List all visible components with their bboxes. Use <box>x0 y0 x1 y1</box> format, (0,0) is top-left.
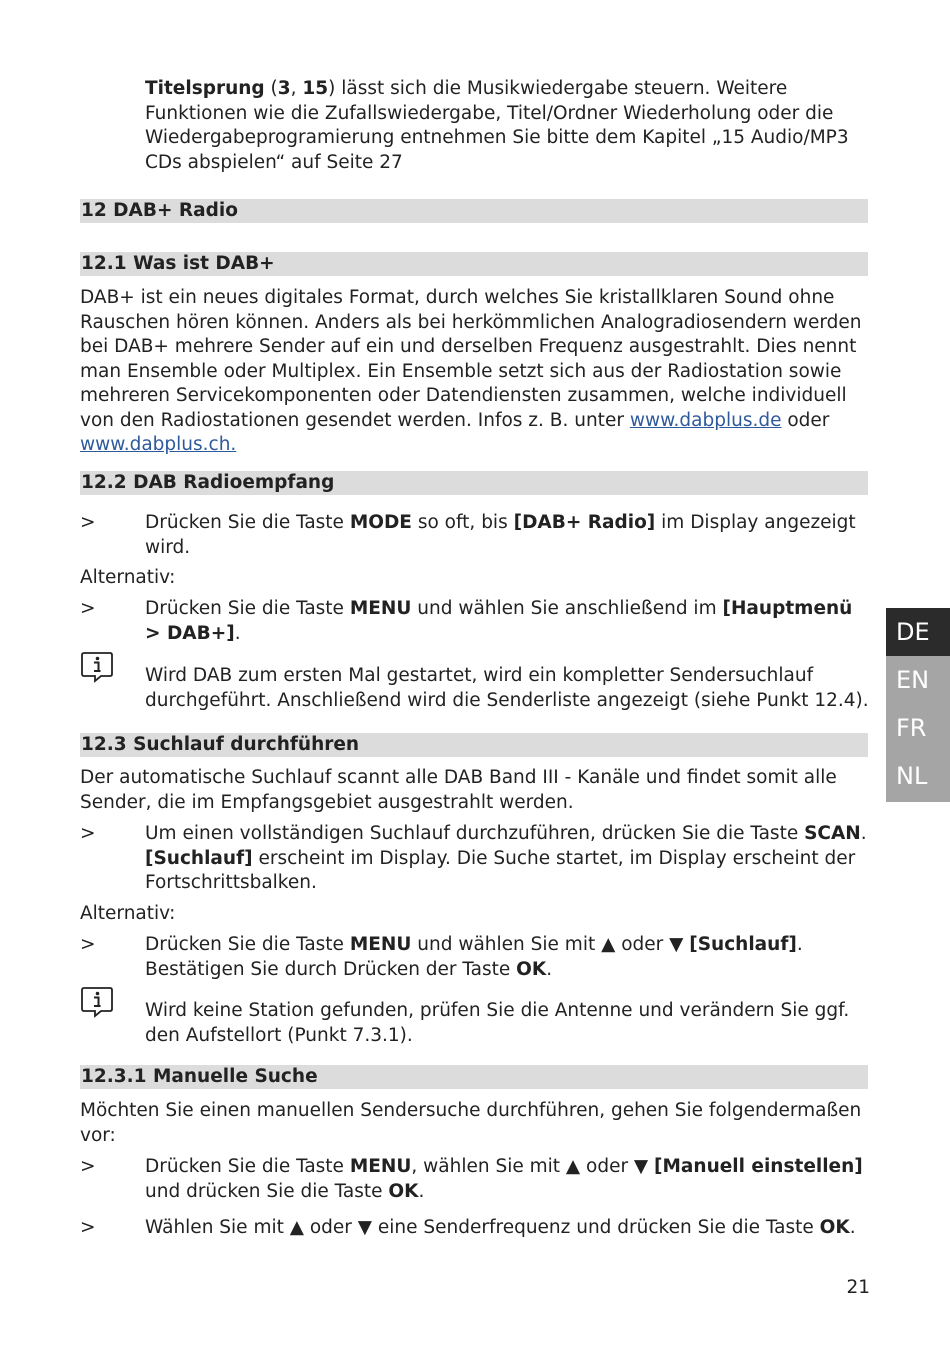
intro-text: , <box>290 78 303 99</box>
step-marker: > <box>80 598 96 619</box>
step-text: Wählen Sie mit ▲ oder ▼ eine Senderfrequenz und drücken Sie die Taste <box>145 1217 820 1238</box>
step-item <box>145 511 870 560</box>
info-note: Wird keine Station gefunden, prüfen Sie die Antenne und verändern Sie ggf. den Aufstellort (Punkt 7.3.1). <box>145 1000 850 1046</box>
step-text: Drücken Sie die Taste <box>145 598 350 619</box>
step-text: , wählen Sie mit ▲ oder ▼ <box>411 1156 655 1177</box>
language-tab-fr[interactable]: FR <box>896 714 927 742</box>
intro-bold-title: Titelsprung <box>145 78 265 99</box>
step-text: und wählen Sie mit ▲ oder ▼ <box>411 934 690 955</box>
paragraph: Möchten Sie einen manuellen Sendersuche durchführen, gehen Sie folgendermaßen vor: <box>80 1100 862 1146</box>
step-text: und wählen Sie anschließend im <box>411 598 723 619</box>
language-tab-en[interactable]: EN <box>896 666 930 694</box>
paragraph <box>80 286 870 458</box>
display-label: [Hauptmenü > DAB+] <box>145 598 853 644</box>
step-text: erscheint im Display. Die Suche startet, im Display erscheint der Fortschrittsbalken. <box>145 847 856 893</box>
display-label: [DAB+ Radio] <box>513 512 656 533</box>
step-item <box>145 597 870 646</box>
intro-paragraph <box>145 77 870 175</box>
key-label: MENU <box>349 598 412 619</box>
section-heading: 12.3.1 Manuelle Suche <box>80 1065 868 1089</box>
link-dabplus-de[interactable]: www.dabplus.de <box>629 409 782 431</box>
step-text: . Bestätigen Sie durch Drücken der Taste <box>145 934 803 980</box>
language-tab-nl[interactable]: NL <box>896 762 928 790</box>
info-note: Wird DAB zum ersten Mal gestartet, wird ein kompletter Sendersuchlauf durchgeführt. Anschließend wird die Senderliste angezeigt (siehe Punkt 12.4). <box>145 665 869 711</box>
step-text: Drücken Sie die Taste <box>145 1156 350 1177</box>
key-label: SCAN <box>804 823 861 844</box>
step-marker: > <box>80 934 96 955</box>
section-heading: 12.2 DAB Radioempfang <box>80 471 868 495</box>
paragraph-text: DAB+ ist ein neues digitales Format, durch welches Sie kristallklaren Sound ohne Rauschen hören können. Anders als bei herkömmlichen Analogradiosendern werden bei DAB+ mehrere Sender auf ein und derselben Frequenz ausgestrahlt. Dies nennt man Ensemble oder Multiplex. Ein Ensemble setzt sich aus der Radiostation sowie mehreren Servicekomponenten oder Datendiensten zusammen, welche individuell von den Radiostationen gesendet werden. Infos z. B. unter <box>80 287 862 431</box>
paragraph: Der automatische Suchlauf scannt alle DAB Band III - Kanäle und findet somit alle Sender, die im Empfangsgebiet ausgestrahlt werden. <box>80 767 837 813</box>
step-text: und drücken Sie die Taste <box>145 1180 389 1202</box>
key-label: OK <box>819 1217 850 1238</box>
info-icon <box>80 985 114 1019</box>
key-label: MODE <box>349 512 412 533</box>
step-text: Drücken Sie die Taste <box>145 512 350 533</box>
step-item <box>145 1155 870 1204</box>
step-marker: > <box>80 512 96 533</box>
key-label: OK <box>516 958 547 980</box>
step-text: . <box>849 1217 856 1238</box>
alternative-label: Alternativ: <box>80 903 176 924</box>
alternative-label: Alternativ: <box>80 567 176 588</box>
info-icon <box>80 650 114 684</box>
key-label: OK <box>388 1180 419 1202</box>
step-text: . <box>418 1180 425 1202</box>
display-label: [Manuell einstellen] <box>654 1156 863 1177</box>
intro-text: ( <box>264 78 278 99</box>
section-heading: 12 DAB+ Radio <box>80 199 868 223</box>
step-text: . <box>546 958 553 980</box>
language-tab-de[interactable]: DE <box>886 608 950 656</box>
intro-num: 3 <box>277 78 291 99</box>
key-label: MENU <box>349 934 412 955</box>
step-marker: > <box>80 1217 96 1238</box>
step-item <box>145 933 870 982</box>
intro-num: 15 <box>302 78 329 99</box>
step-text: . <box>234 622 241 644</box>
key-label: MENU <box>349 1156 412 1177</box>
step-item <box>145 1216 870 1241</box>
step-text: Um einen vollständigen Suchlauf durchzuführen, drücken Sie die Taste <box>145 823 805 844</box>
display-label: [Suchlauf] <box>689 934 797 955</box>
step-marker: > <box>80 823 96 844</box>
section-heading: 12.1 Was ist DAB+ <box>80 252 868 276</box>
display-label: [Suchlauf] <box>145 847 253 869</box>
intro-text: ) lässt sich die Musikwiedergabe steuern. Weitere <box>328 78 788 99</box>
intro-text: Funktionen wie die Zufallswiedergabe, Titel/Ordner Wiederholung oder die Wiedergabeprogramierung entnehmen Sie bitte dem Kapitel „15 Audio/MP3 CDs abspielen“ auf Seite 27 <box>145 102 849 173</box>
step-item <box>145 822 870 896</box>
paragraph-text: oder <box>781 409 830 431</box>
step-text: im Display angezeigt wird. <box>145 512 856 558</box>
page-number: 21 <box>846 1277 870 1298</box>
section-heading: 12.3 Suchlauf durchführen <box>80 733 868 757</box>
step-text: . <box>860 823 867 844</box>
step-text: Drücken Sie die Taste <box>145 934 350 955</box>
link-dabplus-ch[interactable]: www.dabplus.ch. <box>80 434 237 455</box>
step-text: so oft, bis <box>411 512 514 533</box>
step-marker: > <box>80 1156 96 1177</box>
